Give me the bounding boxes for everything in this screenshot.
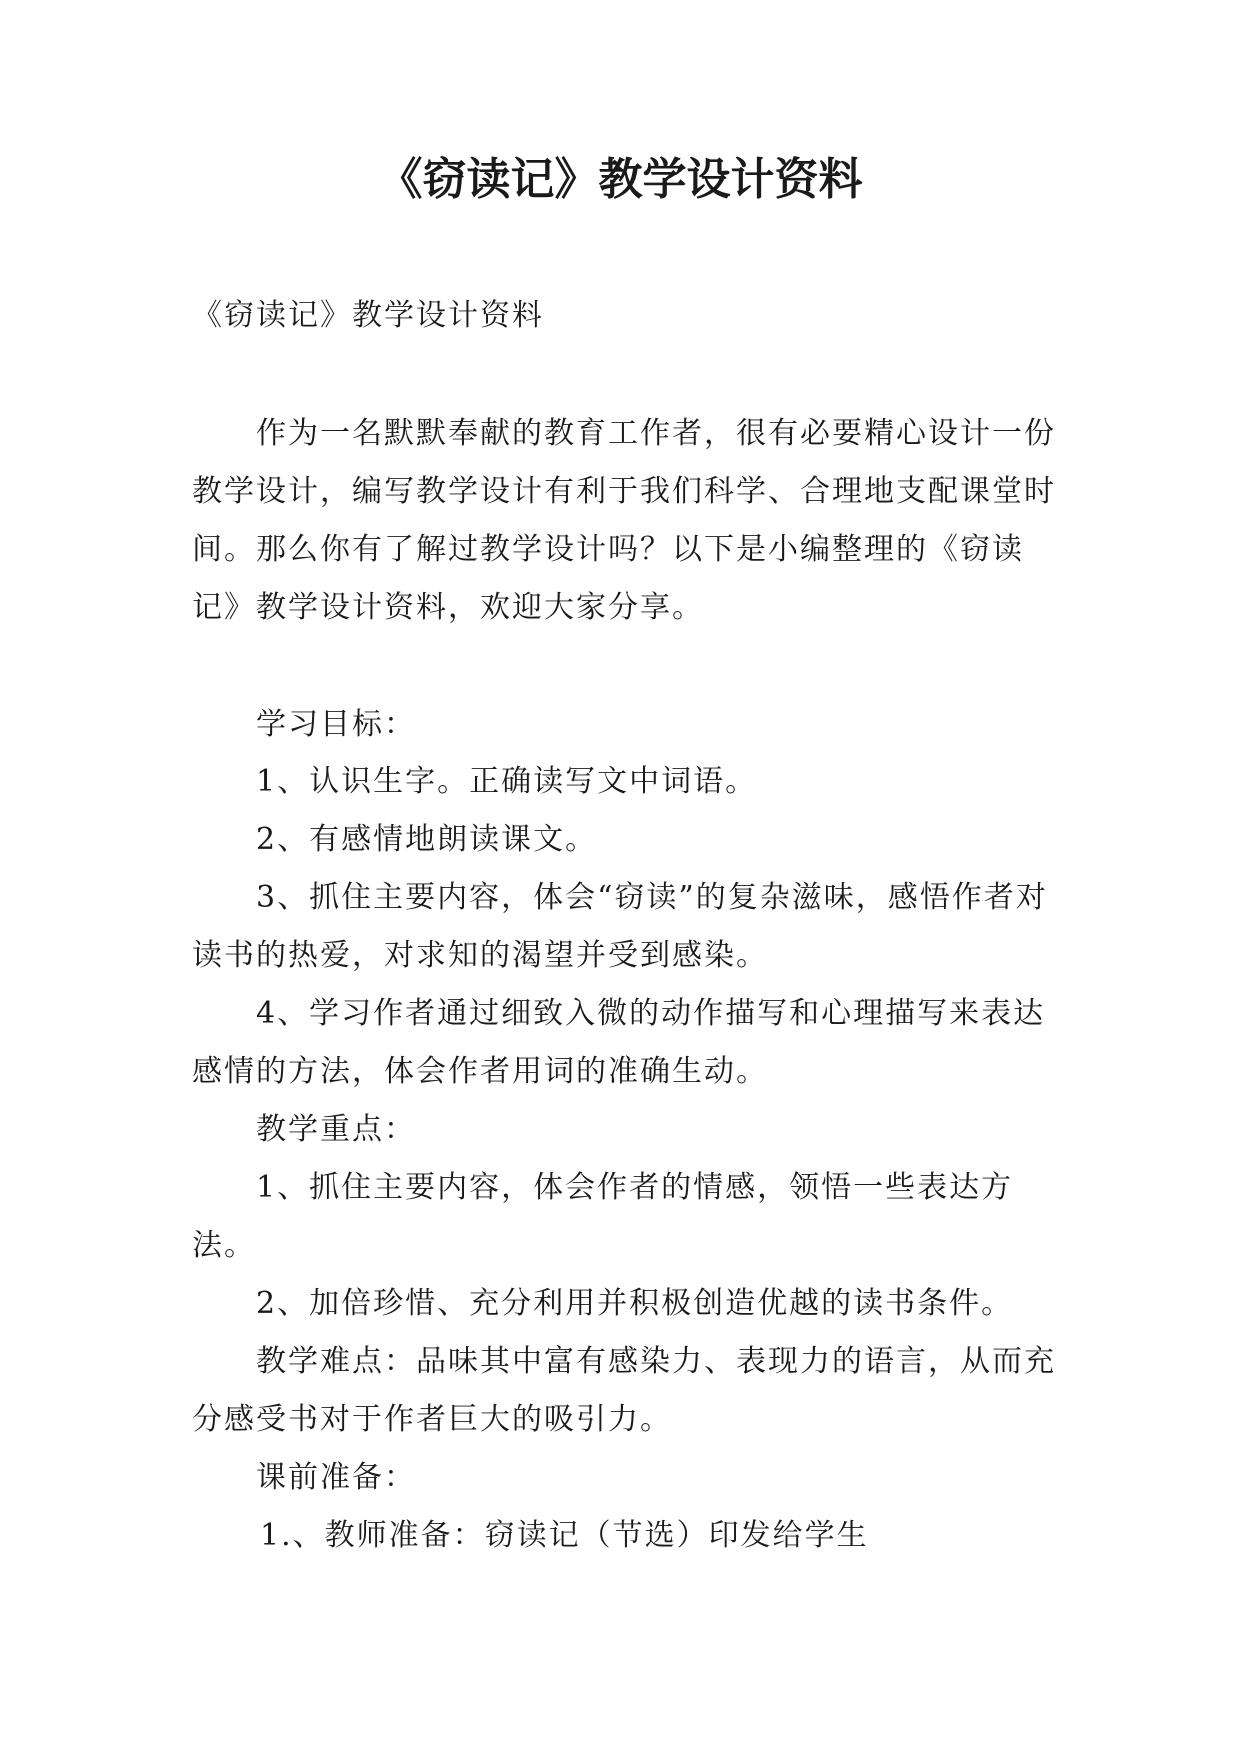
- key-point-2: 2、加倍珍惜、充分利用并积极创造优越的读书条件。: [256, 1286, 1014, 1321]
- key-point-1: 1、抓住主要内容，体会作者的情感，领悟一些表达方法。: [192, 1170, 1014, 1263]
- learning-goal-4: 4、学习作者通过细致入微的动作描写和心理描写来表达感情的方法，体会作者用词的准确生动。: [192, 996, 1046, 1089]
- learning-goal-3: 3、抓住主要内容，体会“窃读”的复杂滋味，感悟作者对读书的热爱，对求知的渴望并受到感染。: [192, 880, 1048, 973]
- learning-goals-heading: 学习目标：: [256, 707, 416, 742]
- preparation-item-1: 1.、教师准备：窃读记（节选）印发给学生: [260, 1518, 869, 1553]
- learning-goal-1: 1、认识生字。正确读写文中词语。: [256, 764, 758, 799]
- document-subtitle: 《窃读记》教学设计资料: [192, 298, 544, 333]
- document-title: 《窃读记》教学设计资料: [378, 154, 863, 205]
- intro-paragraph: 作为一名默默奉献的教育工作者，很有必要精心设计一份教学设计，编写教学设计有利于我们科学、合理地支配课堂时间。那么你有了解过教学设计吗？以下是小编整理的《窃读记》教学设计资料，欢迎大家分享。: [192, 416, 1056, 625]
- preparation-heading: 课前准备：: [256, 1460, 416, 1495]
- key-points-heading: 教学重点：: [256, 1112, 416, 1147]
- difficulty-paragraph: 教学难点：品味其中富有感染力、表现力的语言，从而充分感受书对于作者巨大的吸引力。: [192, 1344, 1056, 1437]
- learning-goal-2: 2、有感情地朗读课文。: [256, 822, 598, 857]
